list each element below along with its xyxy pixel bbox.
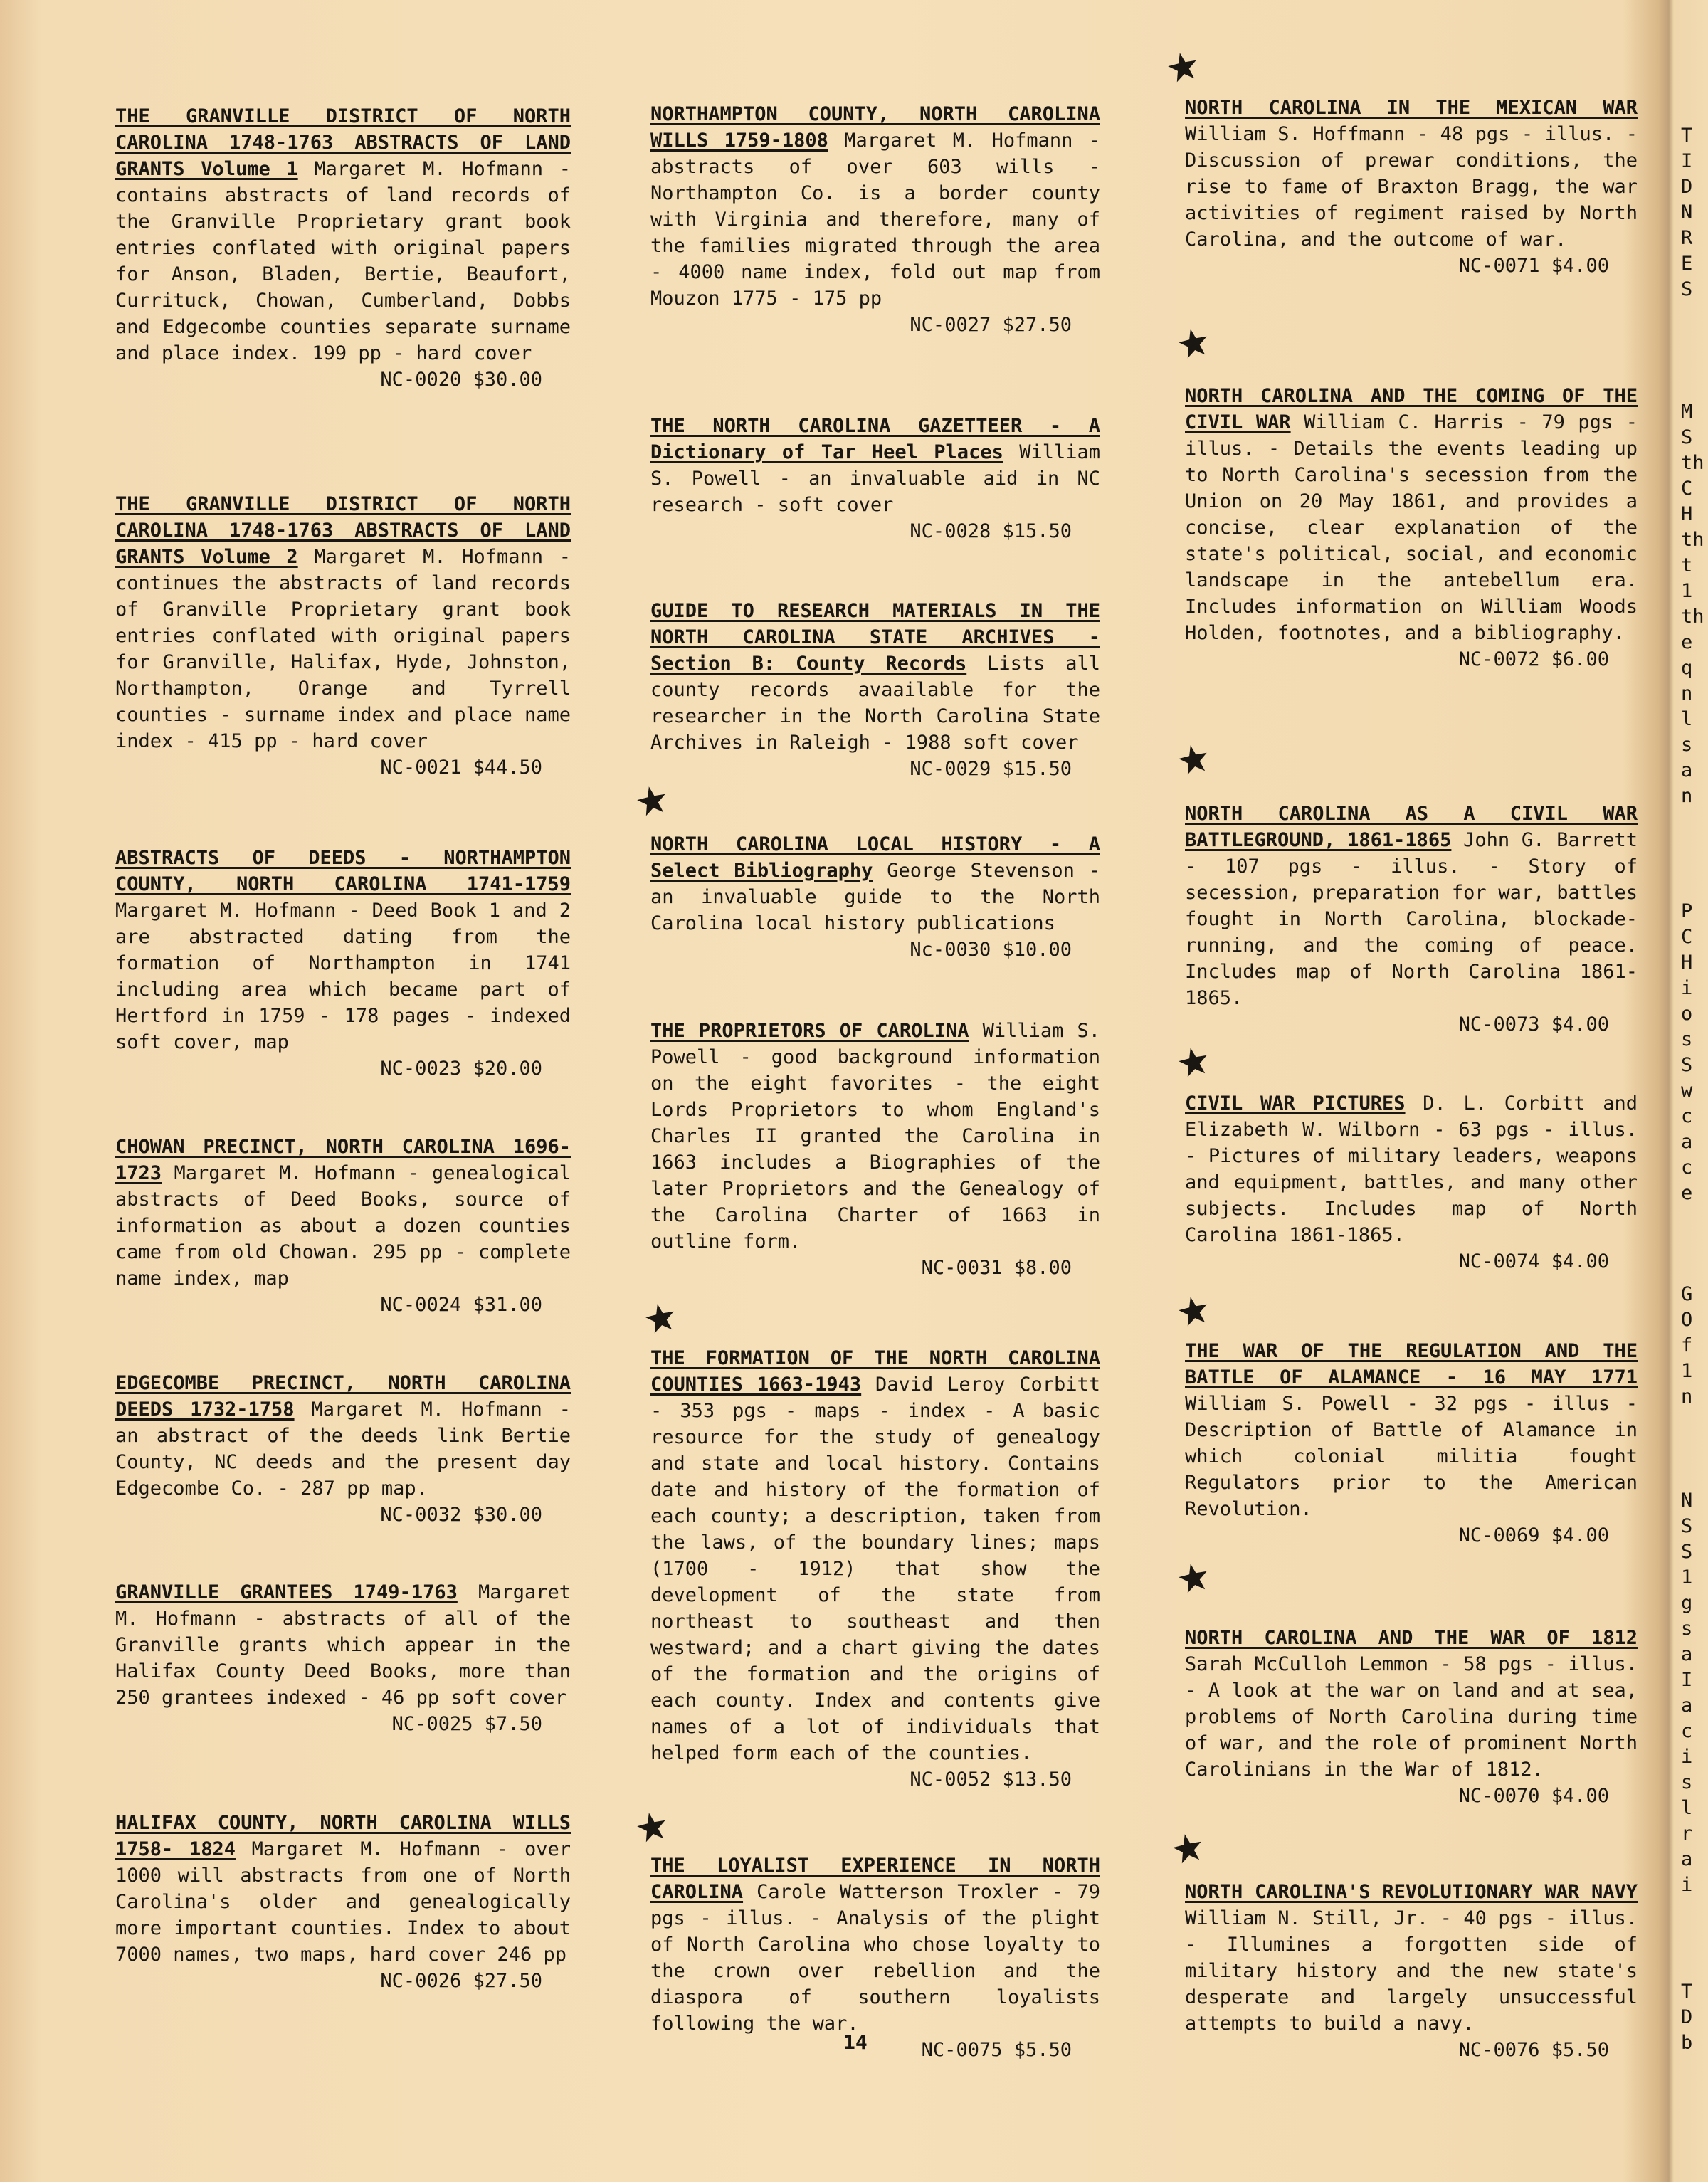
book-entry: [650, 831, 1100, 963]
book-description: Margaret M. Hofmann - continues the abstracts of land records of Granville Proprietary grant book entries conflated with original papers for Granville, Halifax, Hyde, Johnston, Northampton, Orange and Tyrrell counties - surname index and place name index - 415 pp - hard cover: [115, 546, 571, 752]
clipped-text: T: [1681, 125, 1693, 147]
book-entry: [1185, 383, 1638, 673]
book-title: NORTH CAROLINA AND THE WAR OF 1812: [1185, 1627, 1638, 1649]
book-price: NC-0069 $4.00: [1458, 1524, 1609, 1546]
clipped-text: D: [1681, 176, 1693, 198]
clipped-text: 1: [1681, 1360, 1693, 1382]
book-title: CIVIL WAR PICTURES: [1185, 1092, 1406, 1114]
book-title: THE FORMATION OF THE NORTH CAROLINA COUNTIES 1663-1943: [650, 1347, 1100, 1396]
clipped-text: th: [1681, 529, 1704, 551]
book-entry: [650, 598, 1100, 782]
book-price: NC-0026 $27.50: [380, 1970, 542, 1992]
book-description: William C. Harris - 79 pgs - illus. - Details the events leading up to North Carolina's secession from the Union on 20 May 1861, and provides a concise, clear explanation of the state's political, social, and economic landscape in the antebellum era. Includes information on William Woods Holden, footnotes, and a bibliography.: [1185, 411, 1638, 644]
book-price: NC-0028 $15.50: [910, 520, 1072, 542]
clipped-text: I: [1681, 1669, 1693, 1691]
book-price: NC-0020 $30.00: [380, 369, 542, 391]
book-description: Margaret M. Hofmann - genealogical abstracts of Deed Books, source of information as about a dozen counties came from old Chowan. 295 pp - complete name index, map: [115, 1162, 571, 1290]
clipped-text: N: [1681, 201, 1693, 223]
book-price: NC-0075 $5.50: [921, 2039, 1072, 2061]
clipped-text: t: [1681, 554, 1693, 576]
book-description: John G. Barrett - 107 pgs - illus. - Story of secession, preparation for war, battles fought in North Carolina, blockade-running, and the coming of peace. Includes map of North Carolina 1861-1865.: [1185, 829, 1638, 1009]
book-title: GUIDE TO RESEARCH MATERIALS IN THE NORTH CAROLINA STATE ARCHIVES - Section B: County Records: [650, 600, 1100, 675]
book-price: NC-0073 $4.00: [1458, 1013, 1609, 1035]
book-price: NC-0025 $7.50: [391, 1713, 542, 1735]
book-title: CHOWAN PRECINCT, NORTH CAROLINA 1696-1723: [115, 1136, 571, 1184]
book-description: Margaret M. Hofmann - over 1000 will abstracts from one of North Carolina's older and genealogically more important counties. Index to about 7000 names, two maps, hard cover 246 pp: [115, 1838, 571, 1966]
clipped-text: n: [1681, 785, 1693, 807]
clipped-text: 1: [1681, 580, 1693, 602]
book-price: NC-0029 $15.50: [910, 758, 1072, 780]
clipped-text: n: [1681, 1386, 1693, 1408]
clipped-text: c: [1681, 1720, 1693, 1742]
clipped-text: s: [1681, 1771, 1693, 1793]
book-description: D. L. Corbitt and Elizabeth W. Wilborn - 63 pgs - illus. - Pictures of military leaders, weapons and equipment, battles, and many other subjects. Includes map of North Carolina 1861-1865.: [1185, 1092, 1638, 1246]
clipped-text: i: [1681, 977, 1693, 999]
star-icon: [1178, 1295, 1209, 1327]
book-description: Sarah McCulloh Lemmon - 58 pgs - illus. - A look at the war on land and at sea, problems of North Carolina during time of war, and the role of prominent North Carolinians in the War of 1812.: [1185, 1653, 1638, 1781]
book-description: William S. Hoffmann - 48 pgs - illus. - Discussion of prewar conditions, the rise to fame of Braxton Bragg, the war activities of regiment raised by North Carolina, and the outcome of war.: [1185, 123, 1638, 251]
book-price: NC-0072 $6.00: [1458, 648, 1609, 670]
clipped-text: th: [1681, 606, 1704, 628]
book-price: NC-0024 $31.00: [380, 1294, 542, 1316]
book-title: NORTH CAROLINA'S REVOLUTIONARY WAR NAVY: [1185, 1881, 1638, 1903]
clipped-text: l: [1681, 1797, 1693, 1819]
clipped-text: b: [1681, 2032, 1693, 2054]
star-icon: [1178, 327, 1209, 359]
book-title: NORTH CAROLINA AS A CIVIL WAR BATTLEGROUND, 1861-1865: [1185, 803, 1638, 851]
book-entry: [650, 101, 1100, 338]
clipped-text: g: [1681, 1592, 1693, 1614]
clipped-text: a: [1681, 1643, 1693, 1665]
clipped-text: O: [1681, 1309, 1693, 1331]
book-entry: [1185, 1879, 1638, 2063]
clipped-text: a: [1681, 1695, 1693, 1717]
book-entry: [650, 1018, 1100, 1281]
clipped-text: i: [1681, 1874, 1693, 1896]
clipped-text: w: [1681, 1080, 1693, 1102]
book-price: NC-0052 $13.50: [910, 1769, 1072, 1791]
clipped-text: S: [1681, 426, 1693, 448]
book-entry: [1185, 95, 1638, 279]
book-entry: [1185, 801, 1638, 1038]
star-icon: [1178, 1562, 1209, 1593]
book-entry: [1185, 1625, 1638, 1809]
book-description: Margaret M. Hofmann - abstracts of all of the Granville grants which appear in the Halifax County Deed Books, more than 250 grantees indexed - 46 pp soft cover: [115, 1581, 571, 1709]
book-price: NC-0027 $27.50: [910, 314, 1072, 336]
book-title: THE GRANVILLE DISTRICT OF NORTH CAROLINA 1748-1763 ABSTRACTS OF LAND GRANTS Volume 1: [115, 105, 571, 180]
clipped-text: c: [1681, 1105, 1693, 1127]
book-price: NC-0031 $8.00: [921, 1257, 1072, 1279]
clipped-text: S: [1681, 1541, 1693, 1563]
book-description: Lists all county records avaailable for the researcher in the North Carolina State Archives in Raleigh - 1988 soft cover: [650, 653, 1100, 754]
clipped-text: C: [1681, 478, 1693, 500]
book-title: THE NORTH CAROLINA GAZETTEER - A Dictionary of Tar Heel Places: [650, 415, 1100, 463]
book-title: THE WAR OF THE REGULATION AND THE BATTLE OF ALAMANCE - 16 MAY 1771: [1185, 1340, 1638, 1388]
book-entry: [1185, 1090, 1638, 1275]
book-price: NC-0071 $4.00: [1458, 255, 1609, 277]
book-title: NORTHAMPTON COUNTY, NORTH CAROLINA WILLS 1759-1808: [650, 103, 1100, 152]
clipped-text: a: [1681, 1848, 1693, 1870]
book-description: Margaret M. Hofmann - contains abstracts of land records of the Granville Proprietary grant book entries conflated with original papers for Anson, Bladen, Bertie, Beaufort, Currituck, Chowan, Cumberland, Dobbs and Edgecombe counties separate surname and place index. 199 pp - hard cover: [115, 158, 571, 364]
clipped-text: o: [1681, 1003, 1693, 1025]
book-description: Margaret M. Hofmann - an abstract of the deeds link Bertie County, NC deeds and the present day Edgecombe Co. - 287 pp map.: [115, 1398, 571, 1500]
clipped-text: H: [1681, 952, 1693, 974]
clipped-text: th: [1681, 452, 1704, 474]
book-price: NC-0021 $44.50: [380, 757, 542, 779]
clipped-text: l: [1681, 708, 1693, 730]
book-price: NC-0074 $4.00: [1458, 1250, 1609, 1272]
book-entry: [115, 103, 571, 393]
clipped-text: e: [1681, 631, 1693, 653]
book-entry: [115, 1810, 571, 1994]
clipped-text: H: [1681, 503, 1693, 525]
clipped-text: I: [1681, 150, 1693, 172]
star-icon: [1178, 744, 1209, 775]
book-entry: [650, 1345, 1100, 1793]
book-description: William S. Powell - an invaluable aid in NC research - soft cover: [650, 441, 1101, 516]
clipped-text: T: [1681, 1981, 1693, 2003]
book-title: EDGECOMBE PRECINCT, NORTH CAROLINA DEEDS 1732-1758: [115, 1372, 571, 1421]
star-icon: [1172, 1833, 1203, 1864]
book-price: NC-0023 $20.00: [380, 1058, 542, 1080]
book-description: William N. Still, Jr. - 40 pgs - illus. - Illumines a forgotten side of military history and the new state's desperate and largely unsuccessful attempts to build a navy.: [1185, 1907, 1638, 2035]
clipped-text: R: [1681, 227, 1693, 249]
book-price: NC-0032 $30.00: [380, 1504, 542, 1526]
clipped-text: s: [1681, 1028, 1693, 1050]
clipped-text: a: [1681, 1131, 1693, 1153]
clipped-text: e: [1681, 1182, 1693, 1204]
book-description: Margaret M. Hofmann - abstracts of over 603 wills - Northampton Co. is a border county with Virginia and therefore, many of the families migrated through the area - 4000 name index, fold out map from Mouzon 1775 - 175 pp: [650, 130, 1100, 310]
book-entry: [115, 1370, 571, 1528]
clipped-text: r: [1681, 1823, 1693, 1845]
clipped-text: f: [1681, 1334, 1693, 1356]
book-entry: [115, 1134, 571, 1318]
clipped-text: s: [1681, 734, 1693, 756]
star-icon: [1178, 1046, 1209, 1077]
clipped-text: q: [1681, 657, 1693, 679]
book-description: David Leroy Corbitt - 353 pgs - maps - index - A basic resource for the study of genealogy and state and local history. Contains date and history of the formation of each county; a description, taken from the laws, of the boundary lines; maps (1700 - 1912) that show the development of the state from northeast to southeast and then westward; and a chart giving the dates of the formation and the origins of each county. Index and contents give names of a lot of individuals that helped form each of the counties.: [650, 1374, 1100, 1764]
clipped-text: S: [1681, 1515, 1693, 1537]
clipped-text: c: [1681, 1156, 1693, 1179]
clipped-text: E: [1681, 253, 1693, 275]
star-icon: [636, 785, 668, 816]
book-title: NORTH CAROLINA IN THE MEXICAN WAR: [1185, 97, 1638, 119]
clipped-text: 1: [1681, 1566, 1693, 1588]
book-title: GRANVILLE GRANTEES 1749-1763: [115, 1581, 458, 1603]
clipped-text: S: [1681, 1054, 1693, 1076]
star-icon: [645, 1302, 676, 1334]
book-description: George Stevenson - an invaluable guide to the North Carolina local history publications: [650, 860, 1100, 934]
clipped-text: N: [1681, 1490, 1693, 1512]
book-description: William S. Powell - 32 pgs - illus - Description of Battle of Alamance in which colonial militia fought Regulators prior to the American Revolution.: [1185, 1393, 1638, 1520]
clipped-text: P: [1681, 900, 1693, 922]
book-entry: [115, 1579, 571, 1737]
clipped-text: G: [1681, 1283, 1693, 1305]
clipped-text: C: [1681, 926, 1693, 948]
clipped-text: n: [1681, 682, 1693, 705]
book-title: THE GRANVILLE DISTRICT OF NORTH CAROLINA 1748-1763 ABSTRACTS OF LAND GRANTS Volume 2: [115, 493, 571, 568]
clipped-text: M: [1681, 401, 1693, 423]
book-entry: [650, 1852, 1100, 2063]
clipped-text: i: [1681, 1746, 1693, 1768]
book-description: Carole Watterson Troxler - 79 pgs - illus. - Analysis of the plight of North Carolina who chose loyalty to the crown over rebellion and the diaspora of southern loyalists following the war.: [650, 1881, 1101, 2035]
book-title: HALIFAX COUNTY, NORTH CAROLINA WILLS 1758- 1824: [115, 1812, 571, 1860]
book-title: NORTH CAROLINA LOCAL HISTORY - A Select Bibliography: [650, 833, 1100, 882]
clipped-text: D: [1681, 2006, 1693, 2028]
book-title: NORTH CAROLINA AND THE COMING OF THE CIVIL WAR: [1185, 385, 1638, 433]
clipped-text: a: [1681, 759, 1693, 781]
book-title: THE LOYALIST EXPERIENCE IN NORTH CAROLINA: [650, 1855, 1100, 1903]
book-title: ABSTRACTS OF DEEDS - NORTHAMPTON COUNTY, NORTH CAROLINA 1741-1759: [115, 847, 571, 895]
book-price: NC-0076 $5.50: [1458, 2039, 1609, 2061]
book-description: William S. Powell - good background information on the eight favorites - the eight Lords Proprietors to whom England's Charles II granted the Carolina in 1663 includes a Biographies of the later Proprietors and the Genealogy of the Carolina Charter of 1663 in outline form.: [650, 1020, 1100, 1253]
star-icon: [1167, 51, 1198, 83]
book-entry: [115, 491, 571, 781]
book-title: THE PROPRIETORS OF CAROLINA: [650, 1020, 969, 1042]
book-price: NC-0070 $4.00: [1458, 1785, 1609, 1807]
clipped-text: S: [1681, 278, 1693, 300]
clipped-text: s: [1681, 1618, 1693, 1640]
book-entry: [650, 413, 1100, 544]
book-entry: [115, 845, 571, 1082]
book-price: Nc-0030 $10.00: [910, 939, 1072, 961]
star-icon: [636, 1811, 668, 1843]
book-description: Margaret M. Hofmann - Deed Book 1 and 2 are abstracted dating from the formation of Northampton in 1741 including area which became part of Hertford in 1759 - 178 pages - indexed soft cover, map: [115, 900, 571, 1053]
page-number: 14: [843, 2030, 868, 2054]
book-entry: [1185, 1338, 1638, 1549]
